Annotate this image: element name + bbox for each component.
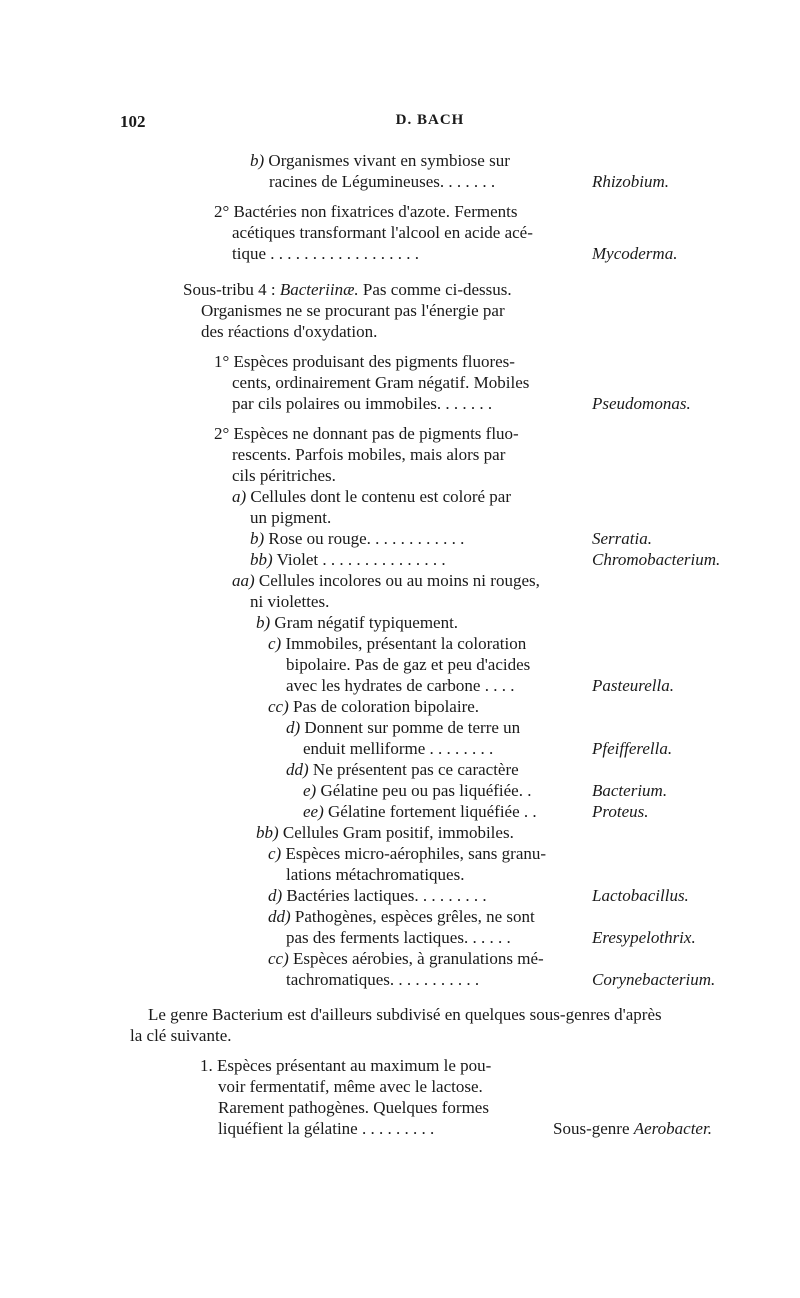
line-content: Cellules Gram positif, immobiles.	[278, 823, 514, 842]
genus-label: Mycoderma.	[592, 244, 678, 263]
genus-label: Pseudomonas.	[592, 394, 691, 413]
line-content: ni violettes.	[250, 592, 330, 611]
text-line	[0, 507, 800, 529]
key-label: c)	[268, 634, 282, 653]
line-text	[130, 1025, 232, 1047]
line-text	[183, 279, 512, 301]
text-line	[0, 279, 800, 301]
key-label: d)	[268, 886, 283, 905]
text-line	[0, 717, 800, 739]
key-entry	[0, 969, 800, 991]
line-content: liquéfient la gélatine . . . . . . . . .	[218, 1119, 435, 1138]
line-text	[286, 717, 520, 739]
line-text	[218, 1097, 489, 1119]
line-content: Gélatine fortement liquéfiée . .	[323, 802, 537, 821]
text-line	[0, 1097, 800, 1119]
line-text	[250, 150, 510, 172]
key-label: b)	[250, 151, 265, 170]
line-text	[268, 633, 526, 655]
line-content: Pas de coloration bipolaire.	[288, 697, 480, 716]
line-text	[286, 759, 519, 781]
genus-label: Chromobacterium.	[592, 550, 721, 569]
line-content: 1° Espèces produisant des pigments fluores-	[214, 352, 515, 371]
genus-name	[592, 171, 669, 193]
line-content: Rose ou rouge. . . . . . . . . . . .	[264, 529, 465, 548]
genus-label: Pfeifferella.	[592, 739, 673, 758]
text-line	[0, 222, 800, 244]
line-content: bipolaire. Pas de gaz et peu d'acides	[286, 655, 531, 674]
key-entry	[0, 549, 800, 571]
line-continuation: Pas comme ci-dessus.	[358, 280, 512, 299]
text-line	[0, 759, 800, 781]
line-content: enduit melliforme . . . . . . . .	[303, 739, 494, 758]
text-line	[0, 843, 800, 865]
page-header	[120, 112, 740, 136]
text-line	[0, 1025, 800, 1047]
line-text	[268, 906, 535, 928]
line-content: acétiques transformant l'alcool en acide acé-	[232, 223, 533, 242]
line-text	[269, 171, 495, 193]
line-text	[232, 486, 511, 508]
text-line	[0, 444, 800, 466]
text-line	[0, 612, 800, 634]
key-label: bb)	[250, 550, 273, 569]
line-content: tique . . . . . . . . . . . . . . . . . .	[232, 244, 419, 263]
text-line	[0, 1004, 800, 1026]
text-line	[0, 948, 800, 970]
text-line	[0, 696, 800, 718]
genus-name	[592, 738, 672, 760]
genus-name	[592, 393, 691, 415]
line-content: la clé suivante.	[130, 1026, 232, 1045]
line-text	[232, 465, 336, 487]
key-entry	[0, 927, 800, 949]
line-text	[232, 393, 492, 415]
text-line	[0, 570, 800, 592]
genus-name	[592, 927, 696, 949]
line-text	[218, 1118, 434, 1140]
text-line	[0, 423, 800, 445]
line-content: Cellules incolores ou au moins ni rouges,	[254, 571, 540, 590]
line-content: des réactions d'oxydation.	[201, 322, 378, 341]
genus-prefix: Sous-genre	[553, 1119, 634, 1138]
line-text	[232, 444, 505, 466]
line-text	[232, 570, 540, 592]
line-content: Immobiles, présentant la coloration	[281, 634, 527, 653]
line-text	[232, 372, 529, 394]
line-text	[214, 351, 515, 373]
key-entry	[0, 528, 800, 550]
key-label: bb)	[256, 823, 279, 842]
key-entry	[0, 393, 800, 415]
line-content: Rarement pathogènes. Quelques formes	[218, 1098, 489, 1117]
genus-label: Eresypelothrix.	[592, 928, 696, 947]
text-line	[0, 591, 800, 613]
line-text	[250, 528, 464, 550]
line-content: avec les hydrates de carbone . . . .	[286, 676, 515, 695]
genus-name	[592, 528, 652, 550]
genus-label: Rhizobium.	[592, 172, 669, 191]
text-line	[0, 321, 800, 343]
running-head: D. BACH	[395, 112, 465, 128]
line-text	[200, 1055, 491, 1077]
line-content: racines de Légumineuses. . . . . . .	[269, 172, 496, 191]
page-number: 102	[120, 112, 146, 131]
line-text	[303, 801, 537, 823]
line-text	[201, 321, 377, 343]
key-label: dd)	[286, 760, 309, 779]
line-content: 2° Bactéries non fixatrices d'azote. Ferments	[214, 202, 518, 221]
line-text	[268, 696, 479, 718]
line-content: Sous-tribu 4 :	[183, 280, 280, 299]
line-content: pas des ferments lactiques. . . . . .	[286, 928, 511, 947]
genus-name	[592, 780, 667, 802]
line-text	[214, 423, 519, 445]
line-text	[250, 507, 331, 529]
text-line	[0, 201, 800, 223]
line-content: Ne présentent pas ce caractère	[308, 760, 519, 779]
key-label: dd)	[268, 907, 291, 926]
key-label: b)	[256, 613, 271, 632]
genus-label: Aerobacter.	[633, 1119, 712, 1138]
key-label: cc)	[268, 697, 289, 716]
text-line	[0, 864, 800, 886]
genus-label: Proteus.	[592, 802, 649, 821]
key-label: ee)	[303, 802, 324, 821]
subtribe-name: Bacteriinæ.	[279, 280, 359, 299]
line-content: Violet . . . . . . . . . . . . . . .	[272, 550, 446, 569]
key-entry	[0, 1118, 800, 1140]
line-text	[232, 222, 533, 244]
text-line	[0, 372, 800, 394]
genus-name	[592, 885, 689, 907]
key-label: b)	[250, 529, 265, 548]
genus-name	[592, 675, 674, 697]
text-line	[0, 486, 800, 508]
line-content: cents, ordinairement Gram négatif. Mobiles	[232, 373, 530, 392]
line-text	[286, 675, 514, 697]
line-text	[201, 300, 505, 322]
line-text	[256, 822, 514, 844]
text-line	[0, 300, 800, 322]
line-text	[250, 591, 329, 613]
line-content: par cils polaires ou immobiles. . . . . . .	[232, 394, 493, 413]
key-entry	[0, 738, 800, 760]
line-content: Espèces micro-aérophiles, sans granu-	[281, 844, 547, 863]
line-content: cils péritriches.	[232, 466, 336, 485]
line-content: lations métachromatiques.	[286, 865, 465, 884]
key-label: a)	[232, 487, 247, 506]
text-line	[0, 1055, 800, 1077]
line-text	[268, 843, 546, 865]
line-content: Pathogènes, espèces grêles, ne sont	[290, 907, 535, 926]
line-content: tachromatiques. . . . . . . . . . .	[286, 970, 480, 989]
line-content: rescents. Parfois mobiles, mais alors par	[232, 445, 506, 464]
genus-name	[592, 549, 720, 571]
line-content: Gram négatif typiquement.	[270, 613, 459, 632]
line-text	[148, 1004, 662, 1026]
genus-name	[592, 243, 677, 265]
genus-label: Corynebacterium.	[592, 970, 716, 989]
key-label: d)	[286, 718, 301, 737]
line-content: Organismes ne se procurant pas l'énergie par	[201, 301, 505, 320]
line-text	[286, 969, 479, 991]
key-entry	[0, 885, 800, 907]
line-text	[268, 948, 544, 970]
key-entry	[0, 675, 800, 697]
genus-label: Bacterium.	[592, 781, 668, 800]
key-entry	[0, 780, 800, 802]
line-text	[250, 549, 446, 571]
genus-label: Serratia.	[592, 529, 652, 548]
line-content: Organismes vivant en symbiose sur	[264, 151, 510, 170]
line-text	[232, 243, 419, 265]
text-line	[0, 906, 800, 928]
genus-name	[553, 1118, 712, 1140]
line-content: Le genre Bacterium est d'ailleurs subdivisé en quelques sous-genres d'après	[148, 1005, 662, 1024]
text-line	[0, 1076, 800, 1098]
key-label: cc)	[268, 949, 289, 968]
genus-name	[592, 969, 715, 991]
key-entry	[0, 243, 800, 265]
line-content: un pigment.	[250, 508, 332, 527]
key-entry	[0, 801, 800, 823]
line-text	[218, 1076, 483, 1098]
text-line	[0, 654, 800, 676]
genus-name	[592, 801, 649, 823]
line-text	[286, 927, 511, 949]
line-content: Cellules dont le contenu est coloré par	[246, 487, 512, 506]
text-line	[0, 633, 800, 655]
text-line	[0, 150, 800, 172]
line-content: Espèces aérobies, à granulations mé-	[288, 949, 544, 968]
line-text	[286, 654, 530, 676]
line-content: voir fermentatif, même avec le lactose.	[218, 1077, 483, 1096]
key-label: c)	[268, 844, 282, 863]
line-text	[256, 612, 458, 634]
genus-label: Pasteurella.	[592, 676, 674, 695]
line-text	[268, 885, 487, 907]
line-text	[303, 780, 531, 802]
text-line	[0, 465, 800, 487]
line-content: Gélatine peu ou pas liquéfiée. .	[316, 781, 532, 800]
line-content: 2° Espèces ne donnant pas de pigments fluo-	[214, 424, 519, 443]
text-line	[0, 822, 800, 844]
text-line	[0, 351, 800, 373]
line-text	[286, 864, 464, 886]
key-label: aa)	[232, 571, 255, 590]
line-text	[303, 738, 493, 760]
line-content: Donnent sur pomme de terre un	[300, 718, 521, 737]
line-content: Bactéries lactiques. . . . . . . . .	[282, 886, 487, 905]
key-label: e)	[303, 781, 317, 800]
key-entry	[0, 171, 800, 193]
genus-label: Lactobacillus.	[592, 886, 689, 905]
line-content: 1. Espèces présentant au maximum le pou-	[200, 1056, 492, 1075]
line-text	[214, 201, 517, 223]
